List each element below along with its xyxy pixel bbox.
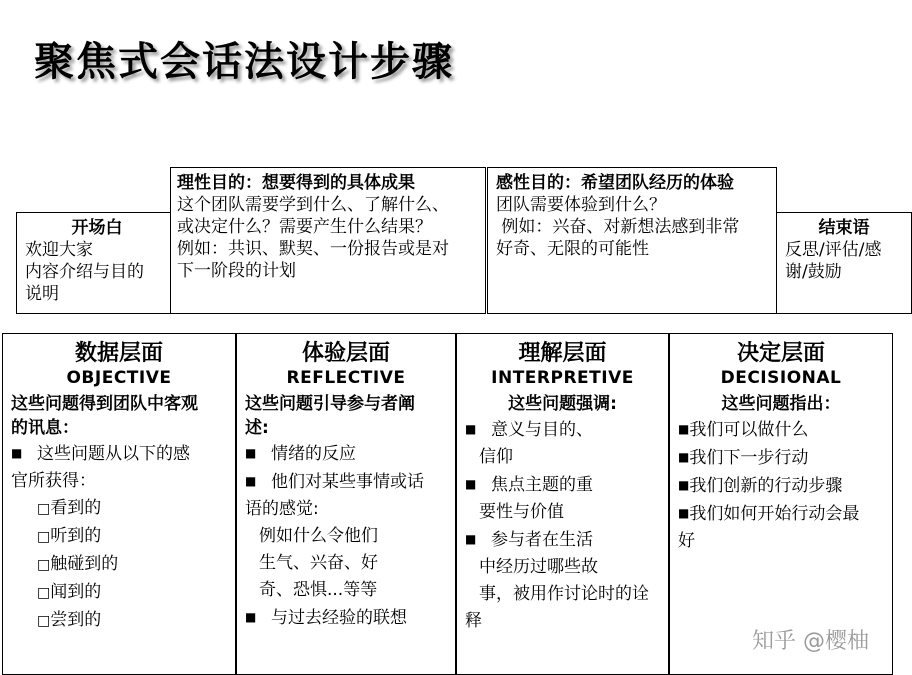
level-question: 这些问题强调: <box>508 394 617 414</box>
list-item-text: 我们下一步行动 <box>689 448 809 468</box>
sense-label: 看到的 <box>50 498 102 518</box>
list-item <box>11 440 227 468</box>
level-english-title: REFLECTIVE <box>286 368 406 388</box>
list-item-text: 我们如何开始行动会最 <box>689 504 860 524</box>
sense-label: 触碰到的 <box>50 554 119 574</box>
list-item-text: 焦点主题的重 <box>491 475 593 495</box>
bullet-icon: ■ <box>678 506 690 520</box>
interpretive-level-column <box>456 333 669 675</box>
experiential-aim-line: 例如：兴奋、对新想法感到非常 <box>496 217 740 237</box>
list-item <box>678 416 884 444</box>
page-title: 聚焦式会话法设计步骤 <box>34 38 454 85</box>
list-item <box>245 468 447 496</box>
level-title: 体验层面 <box>301 341 390 366</box>
experiential-aim-line: 好奇、无限的可能性 <box>496 239 649 259</box>
level-english-title: DECISIONAL <box>720 368 842 388</box>
bullet-icon: ■ <box>465 422 477 436</box>
rational-aim-line: 这个团队需要学到什么、了解什么、 <box>177 195 449 215</box>
list-item-continuation: 要性与价值 <box>479 502 564 522</box>
list-item-continuation: 信仰 <box>479 447 513 467</box>
level-question-line: 述: <box>245 418 269 438</box>
sense-label: 尝到的 <box>50 610 102 630</box>
list-item <box>245 440 447 468</box>
list-item-text: 参与者在生活 <box>491 530 593 550</box>
level-question-line: 这些问题得到团队中客观 <box>11 394 198 414</box>
sense-item <box>11 551 227 579</box>
level-title: 理解层面 <box>518 341 607 366</box>
opening-heading: 开场白 <box>71 218 123 238</box>
sense-item <box>11 523 227 551</box>
closing-heading: 结束语 <box>818 218 870 238</box>
list-item <box>678 500 884 528</box>
level-english-title: INTERPRETIVE <box>491 368 634 388</box>
list-item <box>678 472 884 500</box>
rational-aim-line: 下一阶段的计划 <box>177 261 296 281</box>
bullet-icon: ■ <box>11 446 23 460</box>
experiential-aim-line: 团队需要体验到什么？ <box>496 195 666 215</box>
opening-line: 内容介绍与目的 <box>25 262 144 282</box>
bullet-icon: ■ <box>465 532 477 546</box>
experiential-aim-heading: 感性目的：希望团队经历的体验 <box>496 173 734 193</box>
closing-line: 谢/鼓励 <box>785 262 842 282</box>
list-item-continuation: 语的感觉: <box>245 499 319 519</box>
closing-line: 反思/评估/感 <box>785 240 882 260</box>
level-question <box>11 392 227 440</box>
list-item-continuation: 释 <box>465 611 482 631</box>
list-item-text: 与过去经验的联想 <box>271 608 407 628</box>
bullet-icon: ■ <box>678 478 690 492</box>
list-item-text: 我们创新的行动步骤 <box>689 476 843 496</box>
rational-aim-box <box>170 167 486 314</box>
level-title: 数据层面 <box>74 341 163 366</box>
list-item <box>465 526 660 554</box>
checkbox-icon: □ <box>37 501 51 517</box>
list-item <box>245 604 447 632</box>
checkbox-icon: □ <box>37 613 51 629</box>
bullet-icon: ■ <box>465 477 477 491</box>
list-item-continuation: 好 <box>678 531 695 551</box>
sense-label: 闻到的 <box>50 582 102 602</box>
level-english-title: OBJECTIVE <box>66 368 172 388</box>
bullet-icon: ■ <box>678 450 690 464</box>
sense-item <box>11 579 227 607</box>
list-item <box>465 471 660 499</box>
list-item-continuation: 例如什么令他们 <box>259 526 378 546</box>
opening-line: 说明 <box>25 284 59 304</box>
bullet-icon: ■ <box>245 474 257 488</box>
list-item-continuation: 官所获得： <box>11 471 96 491</box>
opening-box <box>16 212 178 314</box>
list-item-text: 我们可以做什么 <box>689 420 809 440</box>
checkbox-icon: □ <box>37 585 51 601</box>
level-question: 这些问题指出： <box>721 394 841 414</box>
reflective-level-column <box>236 333 456 675</box>
list-item <box>678 444 884 472</box>
list-item-text: 情绪的反应 <box>271 444 356 464</box>
bullet-icon: ■ <box>245 610 257 624</box>
sense-label: 听到的 <box>50 526 102 546</box>
objective-level-column <box>2 333 236 675</box>
list-item-continuation: 事，被用作讨论时的诠 <box>479 584 649 604</box>
checkbox-icon: □ <box>37 529 51 545</box>
level-question-line: 的讯息： <box>11 418 79 438</box>
sense-item <box>11 607 227 635</box>
level-question <box>245 392 447 440</box>
rational-aim-heading: 理性目的：想要得到的具体成果 <box>177 173 415 193</box>
list-item <box>465 416 660 444</box>
level-title: 决定层面 <box>736 341 825 366</box>
list-item-text: 意义与目的、 <box>491 420 593 440</box>
experiential-aim-box <box>487 167 777 314</box>
bullet-icon: ■ <box>245 446 257 460</box>
sense-item <box>11 495 227 523</box>
checkbox-icon: □ <box>37 557 51 573</box>
list-item-continuation: 奇、恐惧...等等 <box>259 580 378 600</box>
watermark: 知乎 @樱柚 <box>752 629 869 654</box>
list-item-continuation: 生气、兴奋、好 <box>259 553 378 573</box>
opening-line: 欢迎大家 <box>25 240 93 260</box>
list-item-text: 这些问题从以下的感 <box>37 444 190 464</box>
level-question-line: 这些问题引导参与者阐 <box>245 394 415 414</box>
closing-box <box>776 212 912 314</box>
list-item-continuation: 中经历过哪些故 <box>479 557 598 577</box>
rational-aim-line: 例如：共识、默契、一份报告或是对 <box>177 239 449 259</box>
list-item-text: 他们对某些事情或话 <box>271 472 424 492</box>
bullet-icon: ■ <box>678 422 690 436</box>
rational-aim-line: 或决定什么？需要产生什么结果？ <box>177 217 432 237</box>
